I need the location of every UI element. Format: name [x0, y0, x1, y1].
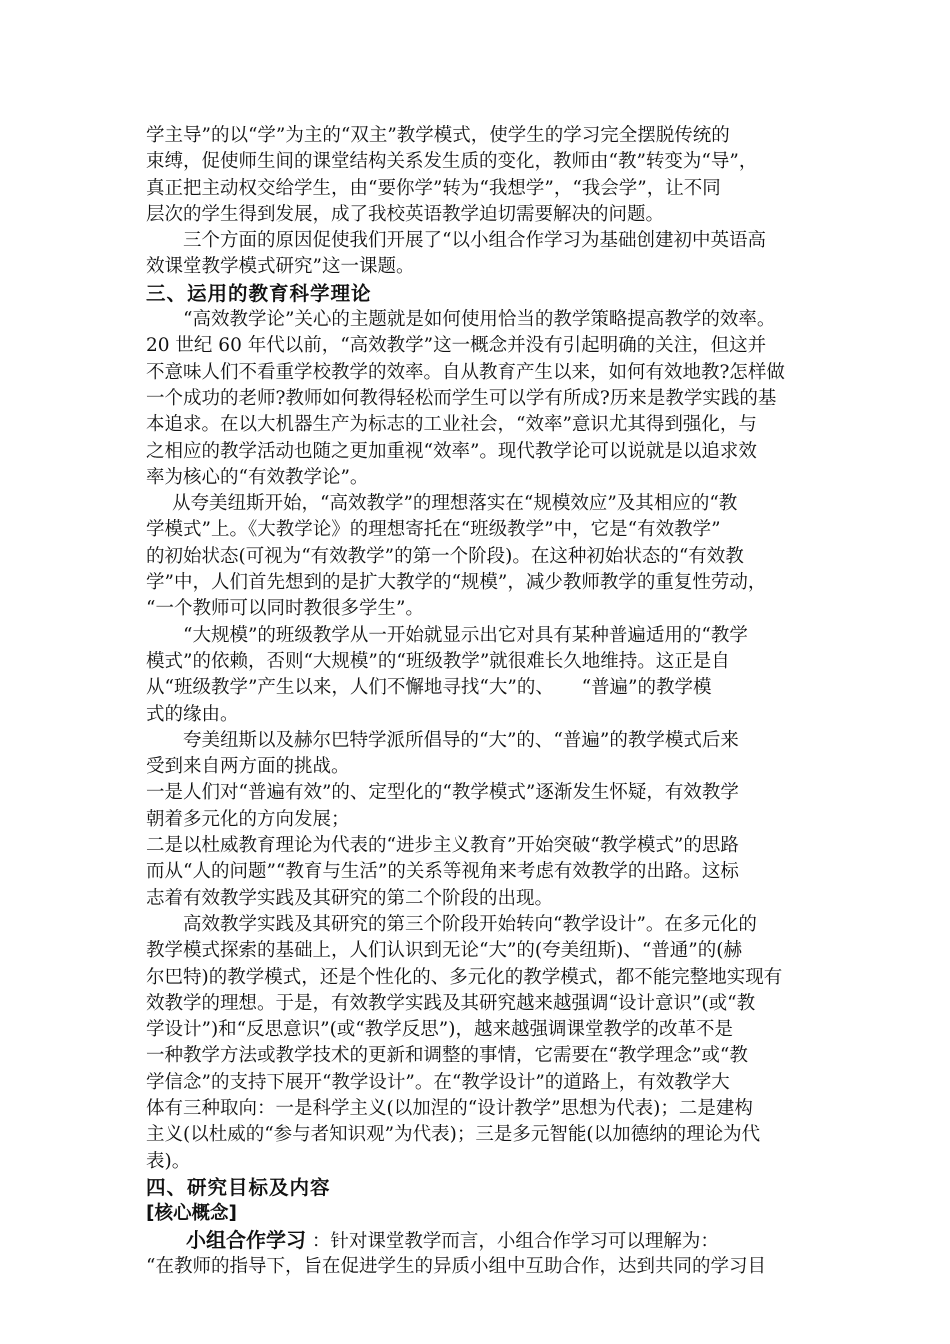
- text-line: 学设计”)和“反思意识”(或“教学反思”)，越来越强调课堂教学的改革不是: [146, 1019, 733, 1041]
- text-line: “高效教学论”关心的主题就是如何使用恰当的教学策略提高教学的效率。: [183, 309, 776, 331]
- text-line: 从夸美纽斯开始，“高效教学”的理想落实在“规模效应”及其相应的“教: [172, 493, 738, 515]
- text-line: 层次的学生得到发展，成了我校英语教学迫切需要解决的问题。: [146, 203, 665, 225]
- text-line: 效教学的理想。于是，有效教学实践及其研究越来越强调“设计意识”(或“教: [146, 992, 756, 1014]
- text-line: “在教师的指导下，旨在促进学生的异质小组中互助合作，达到共同的学习目: [146, 1255, 766, 1277]
- text-line: 学信念”的支持下展开“教学设计”。在“教学设计”的道路上，有效教学大: [146, 1071, 730, 1093]
- text-line: 高效教学实践及其研究的第三个阶段开始转向“教学设计”。在多元化的: [183, 913, 757, 935]
- text-line: 尔巴特)的教学模式，还是个性化的、多元化的教学模式，都不能完整地实现有: [146, 966, 783, 988]
- text-line: 一种教学方法或教学技术的更新和调整的事情，它需要在“教学理念”或“教: [146, 1045, 748, 1067]
- text-line: 夸美纽斯以及赫尔巴特学派所倡导的“大”的、“普遍”的教学模式后来: [183, 729, 739, 751]
- text-line: 学”中，人们首先想到的是扩大教学的“规模”，减少教师教学的重复性劳动，: [146, 572, 767, 594]
- term-definition-text: ：针对课堂教学而言，小组合作学习可以理解为：: [311, 1231, 719, 1253]
- text-line: 一是人们对“普遍有效”的、定型化的“教学模式”逐渐发生怀疑，有效教学: [146, 782, 739, 804]
- text-line: 模式”的依赖，否则“大规模”的“班级教学”就很难长久地维持。这正是自: [146, 650, 730, 672]
- text-line: 志着有效教学实践及其研究的第二个阶段的出现。: [146, 887, 554, 909]
- text-line: “一个教师可以同时教很多学生”。: [146, 598, 424, 620]
- text-line: 真正把主动权交给学生，由“要你学”转为“我想学”，“我会学”，让不同: [146, 177, 721, 199]
- key-term: 小组合作学习: [186, 1228, 306, 1253]
- text-line: 效课堂教学模式研究”这一课题。: [146, 256, 415, 278]
- text-line: 不意味人们不看重学校教学的效率。自从教育产生以来，如何有效地教?怎样做: [146, 361, 785, 383]
- text-line: 从“班级教学”产生以来，人们不懈地寻找“大”的、 “普遍”的教学模: [146, 677, 712, 699]
- text-line: 体有三种取向：一是科学主义(以加涅的“设计教学”思想为代表)；二是建构: [146, 1097, 753, 1119]
- text-line: 三个方面的原因促使我们开展了“以小组合作学习为基础创建初中英语高: [183, 230, 766, 252]
- subsection-label: [核心概念]: [146, 1203, 237, 1225]
- text-line: “大规模”的班级教学从一开始就显示出它对具有某种普遍适用的“教学: [183, 624, 748, 646]
- text-line: 学主导”的以“学”为主的“双主”教学模式，使学生的学习完全摆脱传统的: [146, 125, 730, 146]
- text-line: 而从“人的问题”“教育与生活”的关系等视角来考虑有效教学的出路。这标: [146, 861, 739, 883]
- text-line: 本追求。在以大机器生产为标志的工业社会，“效率”意识尤其得到强化，与: [146, 414, 757, 436]
- text-line: 表)。: [146, 1150, 191, 1172]
- text-line: 学模式”上。《大教学论》的理想寄托在“班级教学”中，它是“有效教学”: [146, 519, 721, 541]
- section-heading: 三、运用的教育科学理论: [146, 281, 372, 305]
- text-line: 受到来自两方面的挑战。: [146, 756, 350, 778]
- text-line: 二是以杜威教育理论为代表的“进步主义教育”开始突破“教学模式”的思路: [146, 835, 739, 857]
- section-heading: 四、研究目标及内容: [146, 1175, 331, 1199]
- text-line: 20 世纪 60 年代以前，“高效教学”这一概念并没有引起明确的关注，但这并: [146, 335, 767, 357]
- document-page: [146, 123, 811, 1280]
- document-body: [146, 123, 811, 1227]
- text-line: 的初始状态(可视为“有效教学”的第一个阶段)。在这种初始状态的“有效教: [146, 545, 744, 567]
- term-definition-line: [146, 1227, 811, 1253]
- text-line: 一个成功的老师?教师如何教得轻松而学生可以学有所成?历来是教学实践的基: [146, 387, 777, 409]
- text-line: 率为核心的“有效教学论”。: [146, 466, 369, 488]
- text-line: 教学模式探索的基础上，人们认识到无论“大”的(夸美纽斯)、“普通”的(赫: [146, 940, 742, 962]
- text-line: 主义(以杜威的“参与者知识观”为代表)；三是多元智能(以加德纳的理论为代: [146, 1124, 761, 1146]
- text-line: 之相应的教学活动也随之更加重视“效率”。现代教学论可以说就是以追求效: [146, 440, 757, 462]
- text-line: 束缚，促使师生间的课堂结构关系发生质的变化，教师由“教”转变为“导”，: [146, 151, 758, 173]
- text-line: 式的缘由。: [146, 703, 239, 725]
- text-line: 朝着多元化的方向发展；: [146, 808, 350, 830]
